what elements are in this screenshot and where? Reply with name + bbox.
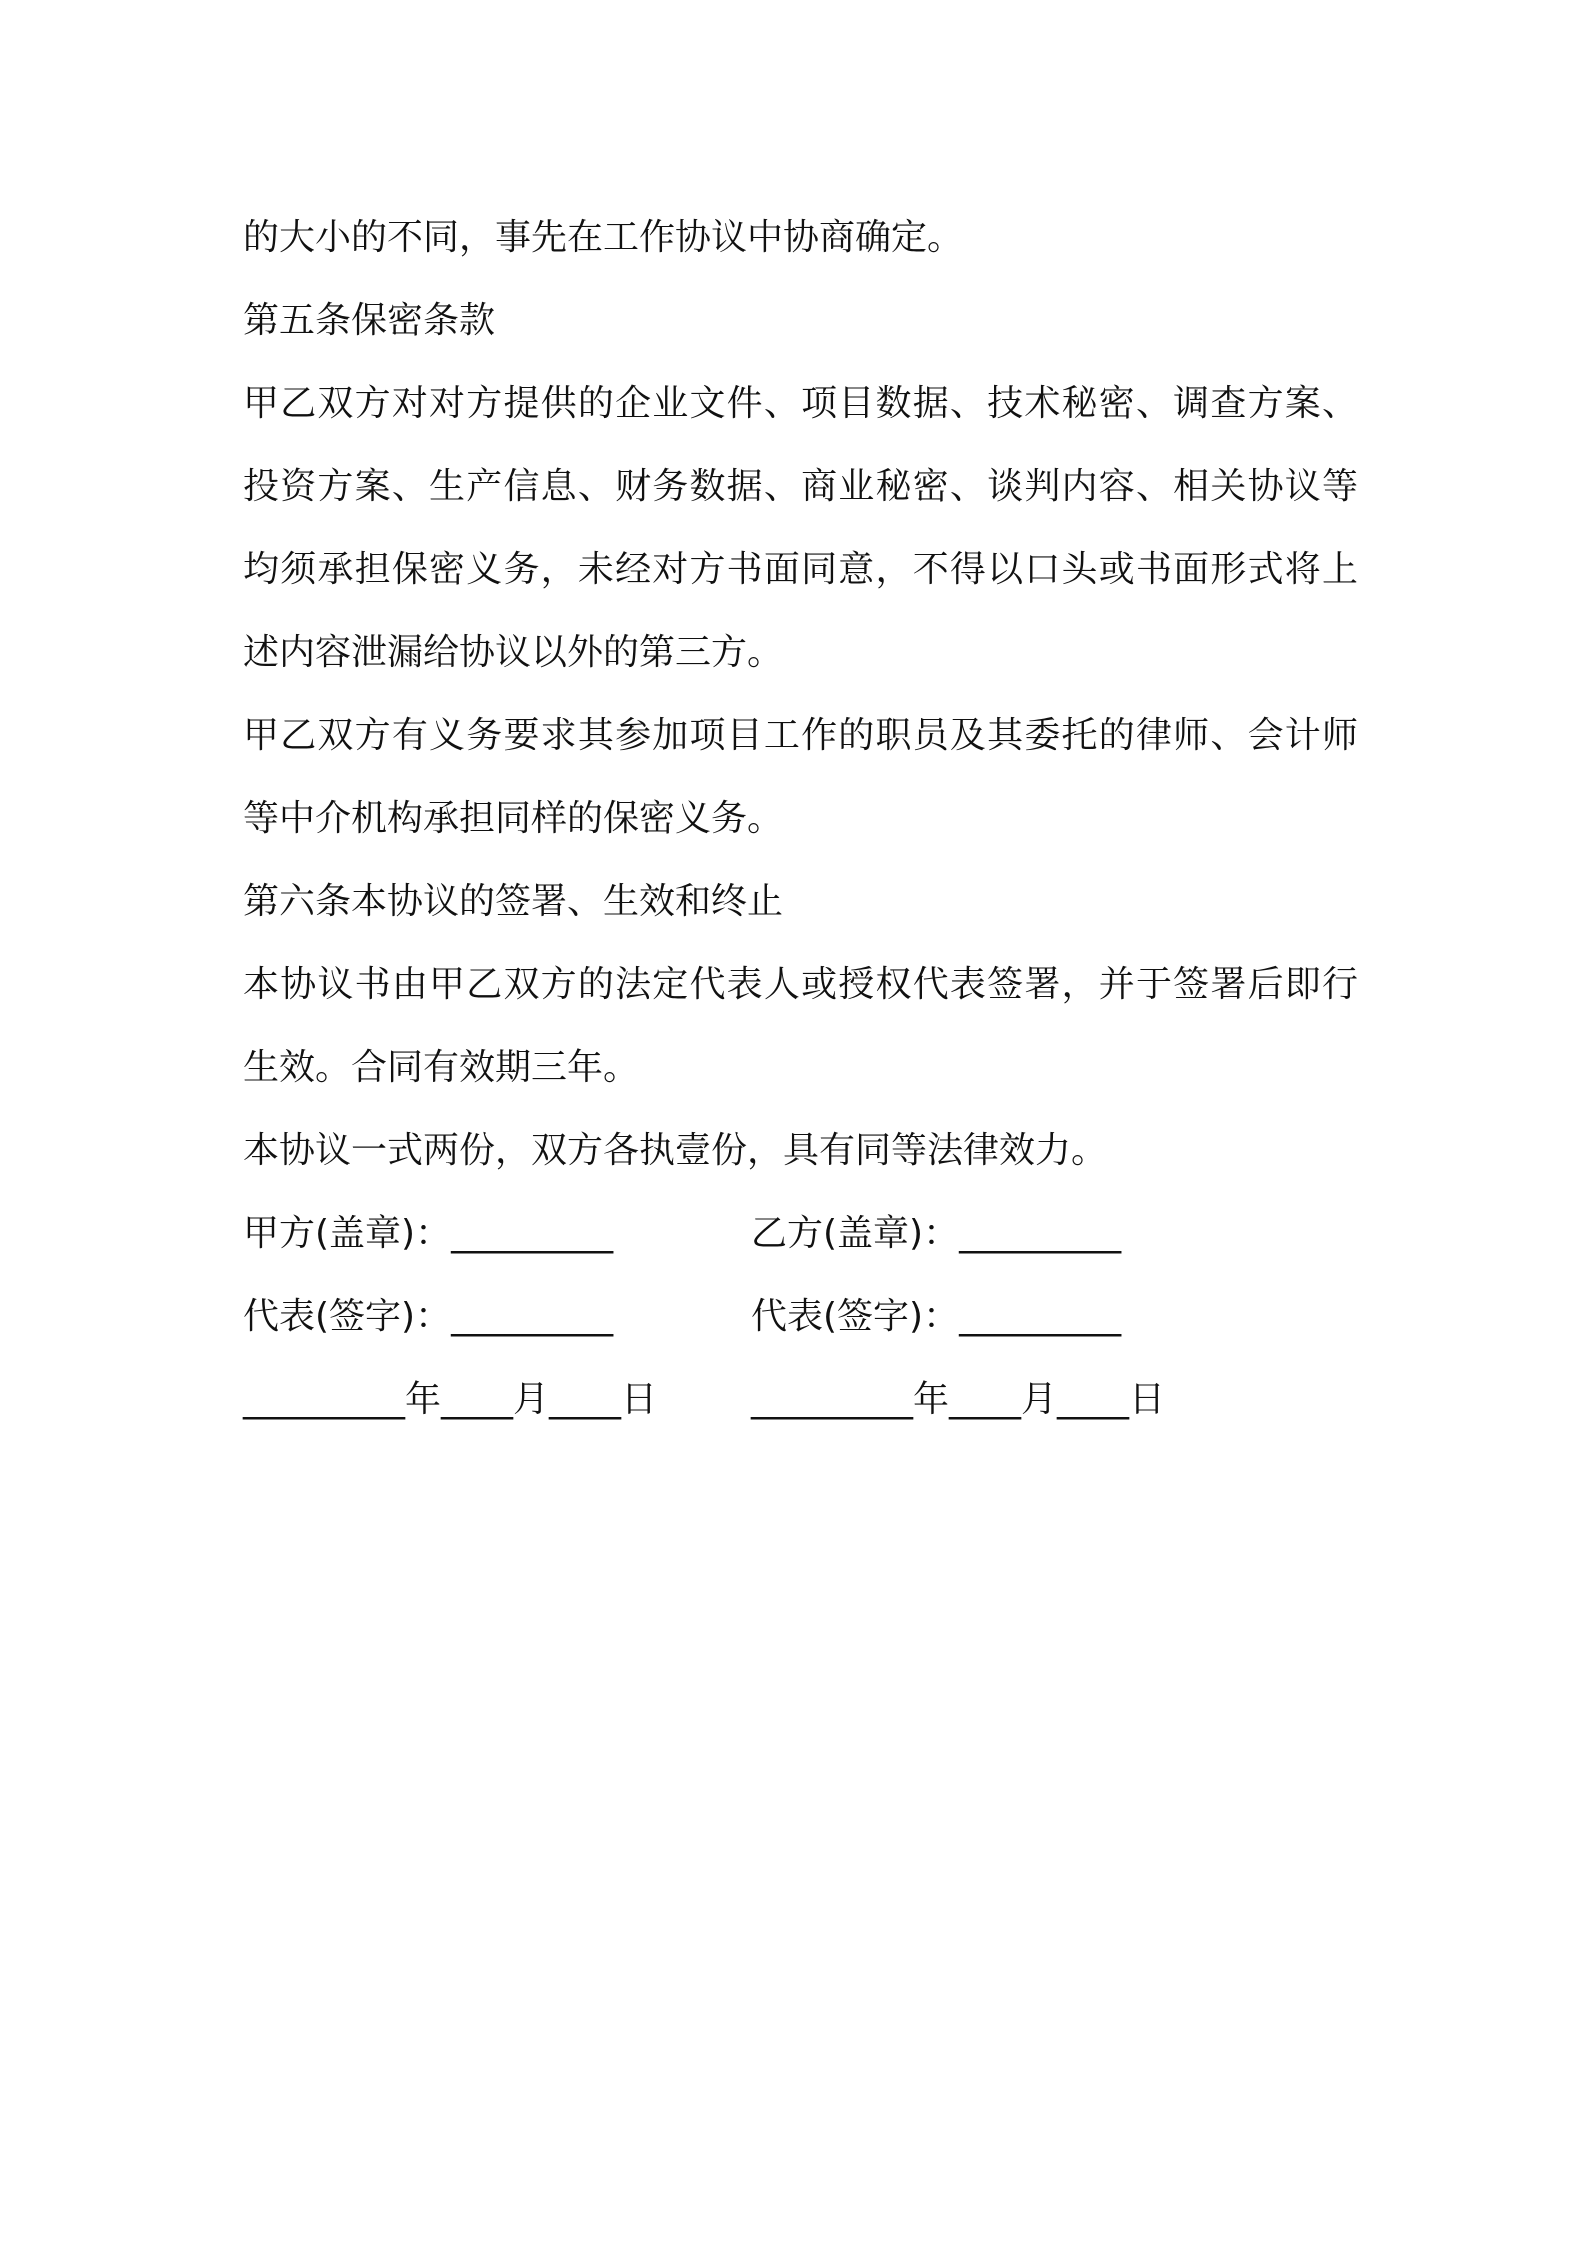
document-body	[243, 196, 1358, 1441]
section-heading: 第五条保密条款	[243, 300, 496, 341]
paragraph-line: 本协议一式两份，双方各执壹份，具有同等法律效力。	[243, 1130, 1108, 1171]
paragraph-line: 投资方案、生产信息、财务数据、商业秘密、谈判内容、相关协议等	[243, 466, 1358, 507]
party-a-seal-field: 甲方(盖章)：_________	[243, 1213, 614, 1254]
paragraph-line: 的大小的不同，事先在工作协议中协商确定。	[243, 217, 964, 258]
paragraph-line: 等中介机构承担同样的保密义务。	[243, 798, 784, 839]
paragraph-line: 生效。合同有效期三年。	[243, 1047, 640, 1088]
paragraph-line: 均须承担保密义务，未经对方书面同意，不得以口头或书面形式将上	[243, 549, 1358, 590]
party-b-seal-field: 乙方(盖章)：_________	[751, 1213, 1122, 1254]
party-b-rep-field: 代表(签字)：_________	[751, 1296, 1122, 1337]
party-a-rep-field: 代表(签字)：_________	[243, 1296, 614, 1337]
paragraph-line: 本协议书由甲乙双方的法定代表人或授权代表签署，并于签署后即行	[243, 964, 1358, 1005]
signature-date-row	[243, 1358, 1358, 1441]
section-heading: 第六条本协议的签署、生效和终止	[243, 881, 784, 922]
party-b-date-field: _________年____月____日	[751, 1379, 1165, 1420]
signature-rep-row	[243, 1275, 1358, 1358]
paragraph-line: 甲乙双方有义务要求其参加项目工作的职员及其委托的律师、会计师	[243, 715, 1358, 756]
party-a-date-field: _________年____月____日	[243, 1379, 657, 1420]
paragraph-line: 甲乙双方对对方提供的企业文件、项目数据、技术秘密、调查方案、	[243, 383, 1358, 424]
signature-seal-row	[243, 1192, 1358, 1275]
paragraph-line: 述内容泄漏给协议以外的第三方。	[243, 632, 784, 673]
